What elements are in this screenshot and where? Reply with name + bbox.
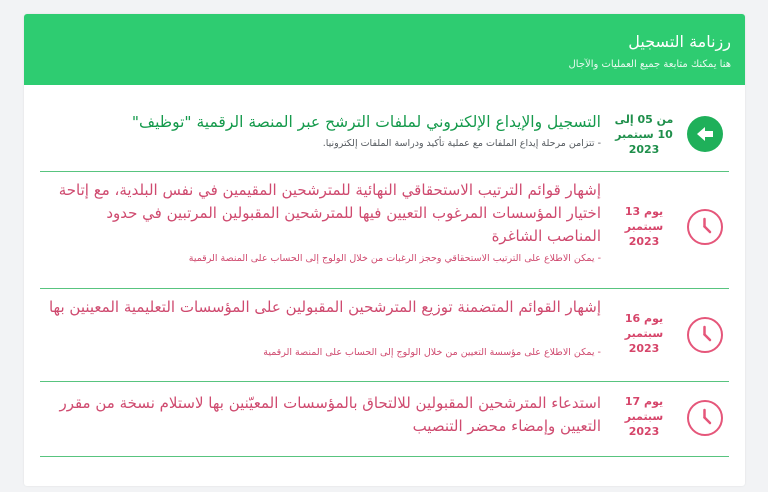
timeline-item bbox=[40, 172, 729, 289]
item-title: استدعاء المترشحين المقبولين للالتحاق بالمؤسسات المعيّنين بها لاستلام نسخة من مقرر التعيين وإمضاء محضر التنصيب bbox=[59, 394, 601, 435]
clock-icon bbox=[687, 317, 723, 353]
clock-icon bbox=[687, 400, 723, 436]
item-date bbox=[613, 311, 675, 356]
date-line: 2023 bbox=[628, 235, 660, 248]
timeline-item bbox=[40, 382, 729, 457]
date-line: سبتمبر bbox=[624, 410, 664, 423]
date-line: سبتمبر bbox=[624, 220, 664, 233]
item-title: إشهار القوائم المتضمنة توزيع المترشحين المقبولين على المؤسسات التعليمية المعينين بها bbox=[48, 298, 601, 316]
date-line: 2023 bbox=[628, 425, 660, 438]
item-title: إشهار قوائم الترتيب الاستحقاقي النهائية للمترشحين المقيمين في نفس البلدية، مع إتاحة اختيار المؤسسات المرغوب التعيين فيها للمترشحين المقبولين المرتبين في حدود المناصب الشاغرة bbox=[58, 181, 601, 245]
date-line: سبتمبر bbox=[624, 327, 664, 340]
item-date bbox=[613, 394, 675, 439]
item-date bbox=[613, 112, 675, 157]
registration-calendar-card bbox=[24, 14, 745, 486]
calendar-header bbox=[24, 14, 745, 85]
date-line: 2023 bbox=[628, 143, 660, 156]
date-line: يوم 17 bbox=[624, 395, 664, 408]
page-title: رزنامة التسجيل bbox=[628, 32, 731, 51]
timeline-item bbox=[40, 289, 729, 382]
arrow-left-icon[interactable] bbox=[687, 116, 723, 152]
timeline-item bbox=[40, 96, 729, 172]
page-subtitle: هنا يمكنك متابعة جميع العمليات والآجال bbox=[568, 59, 731, 70]
item-note: - تتزامن مرحلة إيداع الملفات مع عملية تأكيد ودراسة الملفات إلكترونيا. bbox=[322, 138, 601, 149]
date-line: 2023 bbox=[628, 342, 660, 355]
item-title: التسجيل والإيداع الإلكتروني لملفات الترشح عبر المنصة الرقمية "توظيف" bbox=[131, 113, 601, 131]
date-line: من 05 إلى bbox=[614, 113, 674, 126]
item-note: - يمكن الاطلاع على الترتيب الاستحقاقي وحجز الرغبات من خلال الولوج إلى الحساب على المنصة الرقمية bbox=[188, 253, 601, 264]
date-line: 10 سبتمبر bbox=[615, 128, 673, 141]
item-date bbox=[613, 204, 675, 249]
clock-icon bbox=[687, 209, 723, 245]
item-note: - يمكن الاطلاع على مؤسسة التعيين من خلال الولوج إلى الحساب على المنصة الرقمية bbox=[263, 347, 601, 358]
date-line: يوم 13 bbox=[624, 205, 664, 218]
date-line: يوم 16 bbox=[624, 312, 664, 325]
